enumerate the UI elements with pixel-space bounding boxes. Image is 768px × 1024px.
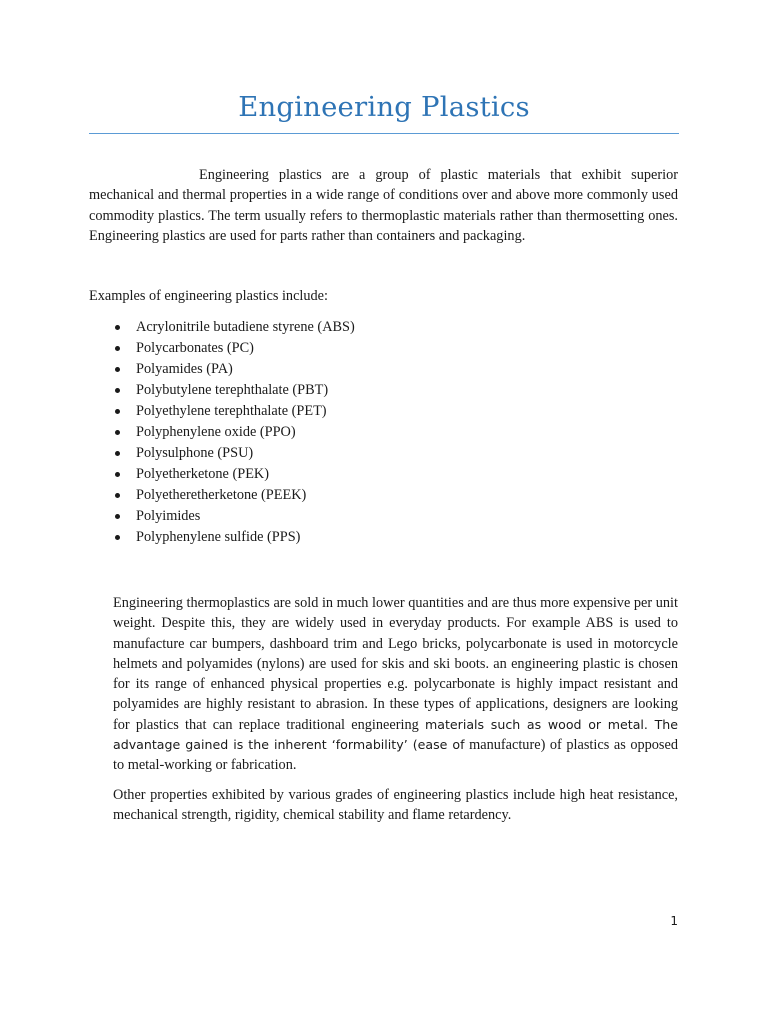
list-item-text: Acrylonitrile butadiene styrene (ABS) <box>136 319 355 335</box>
list-item-text: Polycarbonates (PC) <box>136 340 254 356</box>
thermoplastics-text-part2: materials such as wood or metal. The advantage gained is the inherent ‘formability’ (ease of <box>113 716 678 753</box>
bullet-icon <box>115 388 120 393</box>
bullet-icon <box>115 493 120 498</box>
list-item <box>89 359 355 380</box>
bullet-icon <box>115 325 120 330</box>
bullet-icon <box>115 409 120 414</box>
list-item-text: Polyetherketone (PEK) <box>136 466 270 482</box>
list-item-text: Polyphenylene oxide (PPO) <box>136 424 296 440</box>
bullet-icon <box>115 451 120 456</box>
list-item-text: Polyethylene terephthalate (PET) <box>136 403 327 419</box>
examples-list <box>89 317 355 548</box>
bullet-icon <box>115 346 120 351</box>
list-item <box>89 464 355 485</box>
list-item <box>89 506 355 527</box>
list-item <box>89 422 355 443</box>
examples-lead-text: Examples of engineering plastics include: <box>89 288 329 304</box>
list-item-text: Polysulphone (PSU) <box>136 445 254 461</box>
thermoplastics-text-part1: Engineering thermoplastics are sold in much lower quantities and are thus more expensive per unit weight. Despite this, they are widely used in everyday products. For example ABS is used to manufacture car bumpers, dashboard trim and Lego bricks, polycarbonate is used in motorcycle helmets and polyamides (nylons) are used for skis and ski boots. an engineering plastic is chosen for its range of enhanced physical properties e.g. polycarbonate is highly impact resistant and polyamides are highly resistant to abrasion. In these types of applications, designers are looking for plastics that can replace traditional engineering <box>113 595 678 733</box>
intro-paragraph: Engineering plastics are a group of plastic materials that exhibit superior mechanical and thermal properties in a wide range of conditions over and above more commonly used commodity plastics. The term usually refers to thermoplastic materials rather than thermosetting ones. Engineering plastics are used for parts rather than containers and packaging. <box>89 167 678 244</box>
list-item <box>89 317 355 338</box>
list-item-text: Polyimides <box>136 508 201 524</box>
thermoplastics-paragraph <box>113 593 678 776</box>
page-number: 1 <box>670 914 678 928</box>
page-title: Engineering Plastics <box>238 91 530 123</box>
list-item <box>89 443 355 464</box>
list-item-text: Polyphenylene sulfide (PPS) <box>136 529 301 545</box>
title-underline <box>89 133 679 134</box>
list-item-text: Polyetheretherketone (PEEK) <box>136 487 307 503</box>
thermoplastics-text-part3: manufacture) of plastics as opposed to metal-working or fabrication. <box>113 737 678 774</box>
list-item <box>89 527 355 548</box>
bullet-icon <box>115 367 120 372</box>
bullet-icon <box>115 472 120 477</box>
list-item <box>89 380 355 401</box>
bullet-icon <box>115 430 120 435</box>
list-item <box>89 338 355 359</box>
list-item <box>89 401 355 422</box>
other-properties-paragraph: Other properties exhibited by various grades of engineering plastics include high heat resistance, mechanical strength, rigidity, chemical stability and flame retardency. <box>113 787 678 824</box>
list-item-text: Polyamides (PA) <box>136 361 233 377</box>
list-item <box>89 485 355 506</box>
bullet-icon <box>115 514 120 519</box>
bullet-icon <box>115 535 120 540</box>
list-item-text: Polybutylene terephthalate (PBT) <box>136 382 329 398</box>
